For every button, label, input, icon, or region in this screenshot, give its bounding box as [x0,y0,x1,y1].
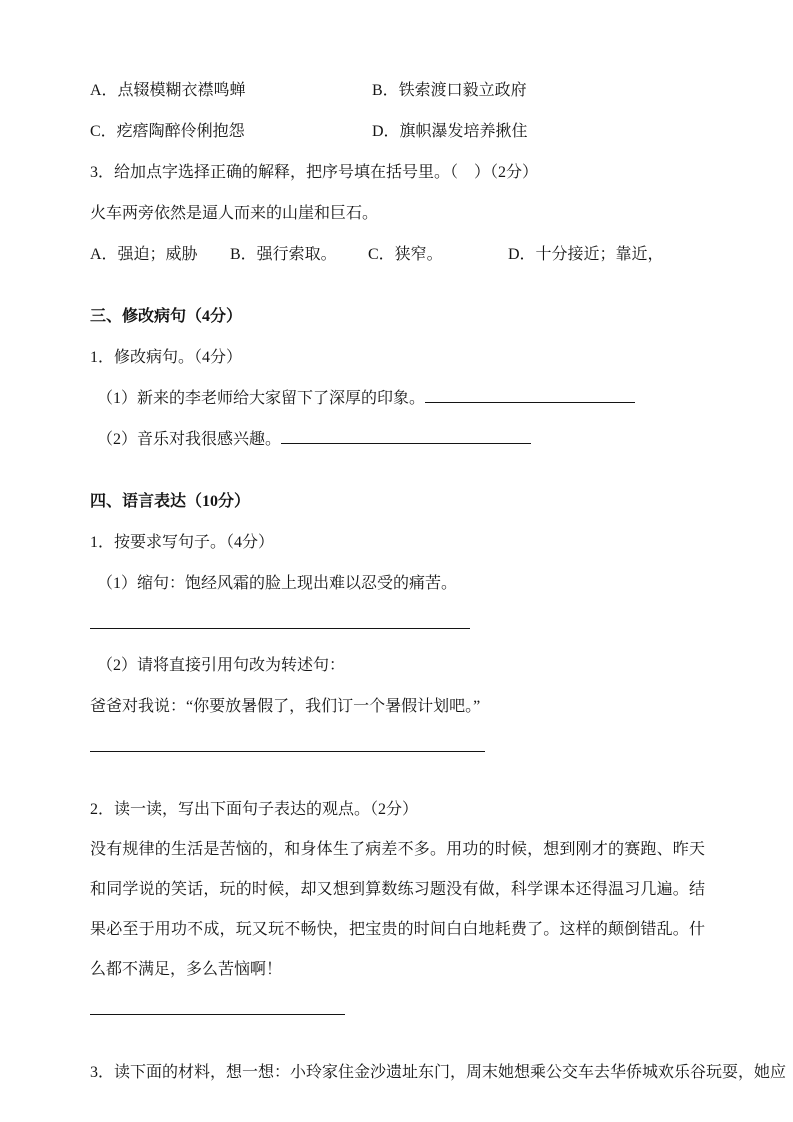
answer-blank [90,614,470,629]
section3-sub1-line [90,378,705,419]
section3-item1: 1．修改病句。（4分） [90,349,243,366]
q2-option-a: A．点辍模糊衣襟鸣蝉 [90,82,246,99]
section4-item2: 2．读一读，写出下面句子表达的观点。（2分） [90,801,419,818]
q3-option-d: D．十分接近；靠近， [508,246,664,263]
section3-sub2-text: （2）音乐对我很感兴趣。 [97,431,282,448]
q3-option-b: B．强行索取。 [230,246,337,263]
q2-option-b: B．铁索渡口毅立政府 [372,82,527,99]
answer-blank [281,429,531,444]
answer-blank [90,737,485,752]
section4-sub2-blank-line [90,727,705,768]
q2-option-d: D．旗帜瀑发培养揪住 [372,123,528,140]
section4-item1: 1．按要求写句子。（4分） [90,534,275,551]
q2-options-row-ab [90,70,705,111]
q3-options-row [90,234,705,275]
section3-sub2-line [90,419,705,460]
q3-option-c: C．狭窄。 [368,246,443,263]
section3-heading: 三、修改病句（4分） [90,308,243,325]
q3-prompt: 3．给加点字选择正确的解释，把序号填在括号里。（ ）（2分） [90,164,539,181]
section4-heading: 四、语言表达（10分） [90,493,251,510]
answer-blank [425,388,635,403]
section3-sub1-text: （1）新来的李老师给大家留下了深厚的印象。 [97,390,426,407]
section4-passage: 没有规律的生活是苦恼的，和身体生了病差不多。用功的时候，想到刚才的赛跑、昨天和同学说的笑话，玩的时候，却又想到算数练习题没有做，科学课本还得温习几遍。结果必至于用功不成，玩又玩不畅快，把宝贵的时间白白地耗费了。这样的颠倒错乱。什么都不满足，多么苦恼啊！ [90,841,705,978]
answer-blank [90,1000,345,1015]
q3-sentence: 火车两旁依然是逼人而来的山崖和巨石。 [90,205,379,222]
q2-options-row-cd [90,111,705,152]
section4-item3: 3．读下面的材料，想一想：小玲家住金沙遗址东门，周末她想乘公交车去华侨城欢乐谷玩耍，她应 [90,1064,787,1081]
section4-sub2: （2）请将直接引用句改为转述句： [97,657,346,674]
section4-sub1-blank-line [90,604,705,645]
section4-passage-blank-line [90,990,705,1031]
section4-quote: 爸爸对我说：“你要放暑假了，我们订一个暑假计划吧。” [90,698,481,715]
section4-sub1: （1）缩句：饱经风霜的脸上现出难以忍受的痛苦。 [97,575,458,592]
q3-option-a: A．强迫；威胁 [90,246,198,263]
q2-option-c: C．疙瘩陶醉伶俐抱怨 [90,123,245,140]
